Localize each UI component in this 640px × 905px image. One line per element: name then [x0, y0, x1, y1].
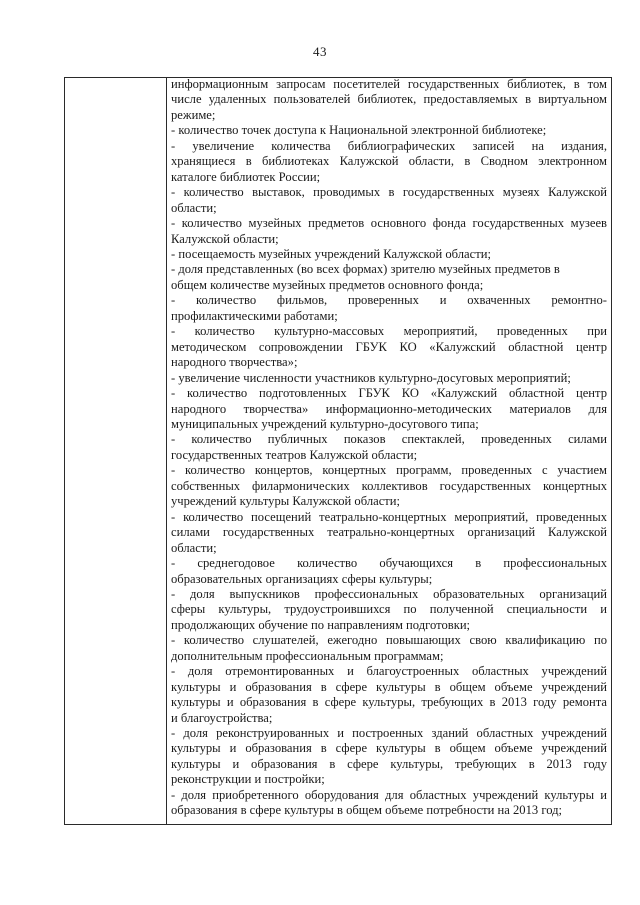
text-line: - количество выставок, проводимых в государственных музеях Калужской: [171, 185, 607, 200]
text-line: - увеличение количества библиографических записей на издания,: [171, 138, 607, 153]
table-cell-right-text: [171, 77, 607, 825]
text-line: учреждений культуры Калужской области;: [171, 494, 401, 509]
text-line: народного творчества»;: [171, 355, 298, 370]
text-line: области;: [171, 540, 217, 555]
text-line: - увеличение численности участников культурно-досуговых мероприятий;: [171, 370, 571, 385]
text-line: числе удаленных пользователей библиотек, предоставляемых в виртуальном: [171, 92, 607, 107]
text-line: сферы культуры, трудоустроившихся по полученной специальности и: [171, 602, 607, 617]
text-line: - количество посещений театрально-концертных мероприятий, проведенных: [171, 509, 607, 524]
text-line: - доля приобретенного оборудования для областных учреждений культуры и: [171, 787, 607, 802]
column-divider: [166, 77, 167, 825]
text-line: муниципальных учреждений культурно-досугового типа;: [171, 416, 479, 431]
text-line: продолжающих обучение по направлениям подготовки;: [171, 617, 471, 632]
text-line: народного творчества» информационно-методических материалов для: [171, 401, 607, 416]
text-line: методическом сопровождении ГБУК КО «Калужский областной центр: [171, 339, 607, 354]
text-line: - количество культурно-массовых мероприятий, проведенных при: [171, 324, 607, 339]
text-line: реконструкции и постройки;: [171, 772, 325, 787]
table-cell-left-empty: [64, 77, 166, 825]
text-line: Калужской области;: [171, 231, 279, 246]
text-line: хранящиеся в библиотеках Калужской области, в Сводном электронном: [171, 154, 607, 169]
text-line: дополнительным профессиональным программам;: [171, 648, 444, 663]
text-line: культуры и образования в сфере культуры в общем объеме учреждений: [171, 679, 607, 694]
text-line: государственных театров Калужской области;: [171, 447, 418, 462]
text-line: силами государственных театрально-концертных организаций Калужской: [171, 525, 607, 540]
text-line: профилактическими работами;: [171, 308, 338, 323]
text-line: - доля выпускников профессиональных образовательных организаций: [171, 586, 607, 601]
text-line: - количество подготовленных ГБУК КО «Калужский областной центр: [171, 386, 607, 401]
text-line: - доля отремонтированных и благоустроенных областных учреждений: [171, 664, 607, 679]
text-line: культуры и образования в сфере культуры, требующих в 2013 году ремонта: [171, 695, 607, 710]
text-line: - количество точек доступа к Национальной электронной библиотеке;: [171, 123, 547, 138]
text-line: культуры и образования в сфере культуры в общем объеме учреждений: [171, 741, 607, 756]
text-line: общем количестве музейных предметов основного фонда;: [171, 277, 484, 292]
text-line: собственных филармонических коллективов государственных концертных: [171, 478, 607, 493]
text-line: - количество публичных показов спектаклей, проведенных силами: [171, 432, 607, 447]
text-line: каталоге библиотек России;: [171, 169, 321, 184]
text-line: - количество фильмов, проверенных и охваченных ремонтно-: [171, 293, 607, 308]
text-line: образования в сфере культуры в общем объеме потребности на 2013 год;: [171, 803, 563, 818]
text-line: и благоустройства;: [171, 710, 273, 725]
text-line: образовательных организациях сферы культуры;: [171, 571, 433, 586]
text-line: - среднегодовое количество обучающихся в профессиональных: [171, 556, 607, 571]
text-line: культуры и образования в сфере культуры, требующих в 2013 году: [171, 756, 607, 771]
page-number: 43: [313, 44, 327, 59]
text-line: информационным запросам посетителей государственных библиотек, в том: [171, 77, 607, 91]
text-line: режиме;: [171, 107, 216, 122]
text-line: - количество слушателей, ежегодно повышающих свою квалификацию по: [171, 633, 607, 648]
text-line: - количество музейных предметов основного фонда государственных музеев: [171, 216, 607, 231]
text-line: - доля реконструированных и построенных зданий областных учреждений: [171, 726, 607, 741]
text-line: - доля представленных (во всех формах) зрителю музейных предметов в: [171, 262, 560, 277]
text-line: - посещаемость музейных учреждений Калужской области;: [171, 246, 491, 261]
text-line: - количество концертов, концертных программ, проведенных с участием: [171, 463, 607, 478]
text-line: области;: [171, 200, 217, 215]
